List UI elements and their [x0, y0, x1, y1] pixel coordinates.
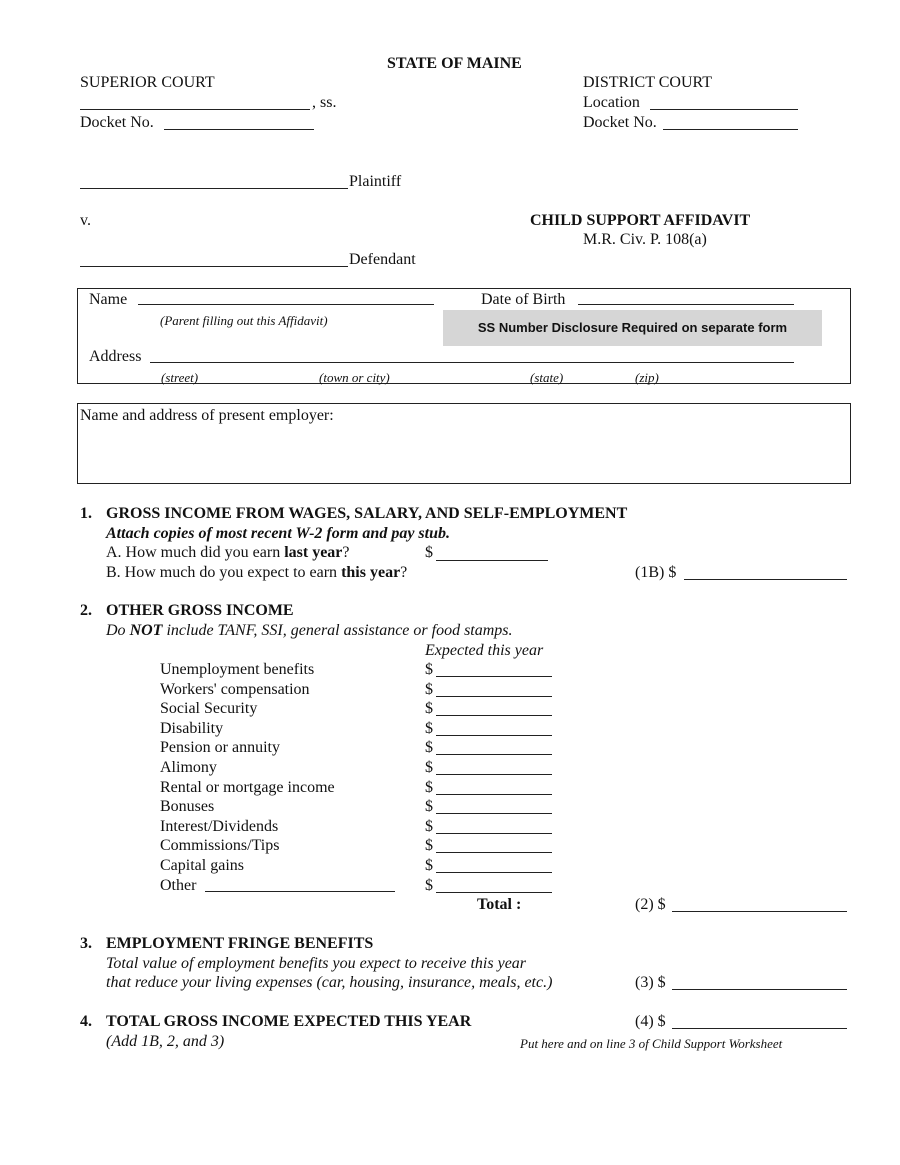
income-item-dollar: $ [425, 661, 433, 678]
county-field[interactable] [80, 109, 310, 110]
income-item-dollar: $ [425, 700, 433, 718]
street-hint: (street) [161, 370, 199, 385]
income-item-label: Other [160, 876, 197, 894]
income-item-label: Disability [160, 719, 224, 737]
defendant-label: Defendant [349, 251, 416, 268]
location-label: Location [583, 94, 640, 111]
income-item-dollar: $ [425, 719, 433, 737]
town-hint: (town or city) [319, 370, 390, 385]
section1-note: Attach copies of most recent W-2 form and pay stub. [106, 525, 450, 542]
income-item-field[interactable] [436, 813, 552, 814]
section4-title: TOTAL GROSS INCOME EXPECTED THIS YEAR [106, 1013, 472, 1030]
section1-question-a: A. How much did you earn last year? [106, 544, 350, 561]
income-item-dollar: $ [425, 778, 433, 796]
section1-a-dollar: $ [425, 544, 433, 561]
income-item-field[interactable] [436, 715, 552, 716]
section3-note-1: Total value of employment benefits you expect to receive this year [106, 955, 527, 972]
dob-field[interactable] [578, 304, 794, 305]
docket-left-label: Docket No. [80, 114, 154, 131]
income-item-label: Bonuses [160, 798, 215, 816]
income-item-label: Workers' compensation [160, 680, 310, 698]
income-item-dollar: $ [425, 759, 433, 776]
ss-notice: SS Number Disclosure Required on separate form [443, 310, 822, 346]
plaintiff-field[interactable] [80, 188, 348, 189]
superior-court-label: SUPERIOR COURT [80, 74, 215, 91]
employer-label: Name and address of present employer: [80, 407, 334, 424]
income-item-field[interactable] [436, 892, 552, 893]
versus-label: v. [80, 212, 91, 229]
section1-b-ref: (1B) $ [635, 564, 677, 581]
address-label: Address [89, 348, 142, 365]
section3-field[interactable] [672, 989, 847, 990]
section1-title: GROSS INCOME FROM WAGES, SALARY, AND SELF-EMPLOYMENT [106, 505, 628, 522]
section2-number: 2. [80, 602, 92, 619]
income-item-label: Commissions/Tips [160, 837, 280, 855]
income-item-label: Unemployment benefits [160, 661, 315, 678]
income-item-label: Pension or annuity [160, 739, 280, 757]
section4-number: 4. [80, 1013, 92, 1030]
ss-label: , ss. [312, 94, 337, 111]
income-item-dollar: $ [425, 798, 433, 816]
section2-title: OTHER GROSS INCOME [106, 602, 294, 619]
section1-a-field[interactable] [436, 560, 548, 561]
income-item-label: Interest/Dividends [160, 817, 279, 835]
section1-question-b: B. How much do you expect to earn this year? [106, 564, 408, 581]
expected-header: Expected this year [425, 642, 544, 659]
section1-b-field[interactable] [684, 579, 847, 580]
income-item-field[interactable] [436, 774, 552, 775]
income-item-dollar: $ [425, 817, 433, 835]
name-field[interactable] [138, 304, 434, 305]
docket-right-field[interactable] [663, 129, 798, 130]
section3-ref: (3) $ [635, 974, 666, 991]
section3-note-2: that reduce your living expenses (car, housing, insurance, meals, etc.) [106, 974, 553, 991]
section3-number: 3. [80, 935, 92, 952]
rule-reference: M.R. Civ. P. 108(a) [583, 231, 707, 248]
location-field[interactable] [650, 109, 798, 110]
plaintiff-label: Plaintiff [349, 173, 402, 190]
address-field[interactable] [150, 362, 794, 363]
section4-instruction: Put here and on line 3 of Child Support Worksheet [520, 1036, 783, 1051]
section2-note: Do NOT include TANF, SSI, general assistance or food stamps. [106, 622, 513, 639]
income-item-field[interactable] [436, 696, 552, 697]
docket-right-label: Docket No. [583, 114, 657, 131]
section2-total-field[interactable] [672, 911, 847, 912]
section3-title: EMPLOYMENT FRINGE BENEFITS [106, 935, 374, 952]
income-item-field[interactable] [436, 754, 552, 755]
section1-number: 1. [80, 505, 92, 522]
defendant-field[interactable] [80, 266, 348, 267]
income-item-field[interactable] [436, 833, 552, 834]
income-item-field[interactable] [436, 676, 552, 677]
income-item-label: Rental or mortgage income [160, 778, 335, 796]
income-item-dollar: $ [425, 876, 433, 894]
name-hint: (Parent filling out this Affidavit) [160, 313, 328, 328]
state-hint: (state) [530, 370, 564, 385]
zip-hint: (zip) [635, 370, 659, 385]
dob-label: Date of Birth [481, 291, 566, 308]
income-item-dollar: $ [425, 837, 433, 855]
total-label: Total : [477, 896, 522, 913]
district-court-label: DISTRICT COURT [583, 74, 712, 91]
income-item-label: Capital gains [160, 857, 244, 874]
income-item-dollar: $ [425, 739, 433, 757]
section4-ref: (4) $ [635, 1013, 666, 1030]
form-title: CHILD SUPPORT AFFIDAVIT [530, 212, 751, 229]
section4-field[interactable] [672, 1028, 847, 1029]
income-item-field[interactable] [436, 852, 552, 853]
income-item-field[interactable] [436, 872, 552, 873]
income-item-dollar: $ [425, 857, 433, 874]
docket-left-field[interactable] [164, 129, 314, 130]
income-item-field[interactable] [436, 735, 552, 736]
section4-note: (Add 1B, 2, and 3) [106, 1033, 225, 1050]
income-item-dollar: $ [425, 680, 433, 698]
other-description-field[interactable] [205, 891, 395, 892]
income-item-label: Social Security [160, 700, 258, 718]
income-item-label: Alimony [160, 759, 217, 776]
section2-ref: (2) $ [635, 896, 666, 913]
state-title: STATE OF MAINE [387, 55, 522, 72]
name-label: Name [89, 291, 128, 308]
income-item-field[interactable] [436, 794, 552, 795]
